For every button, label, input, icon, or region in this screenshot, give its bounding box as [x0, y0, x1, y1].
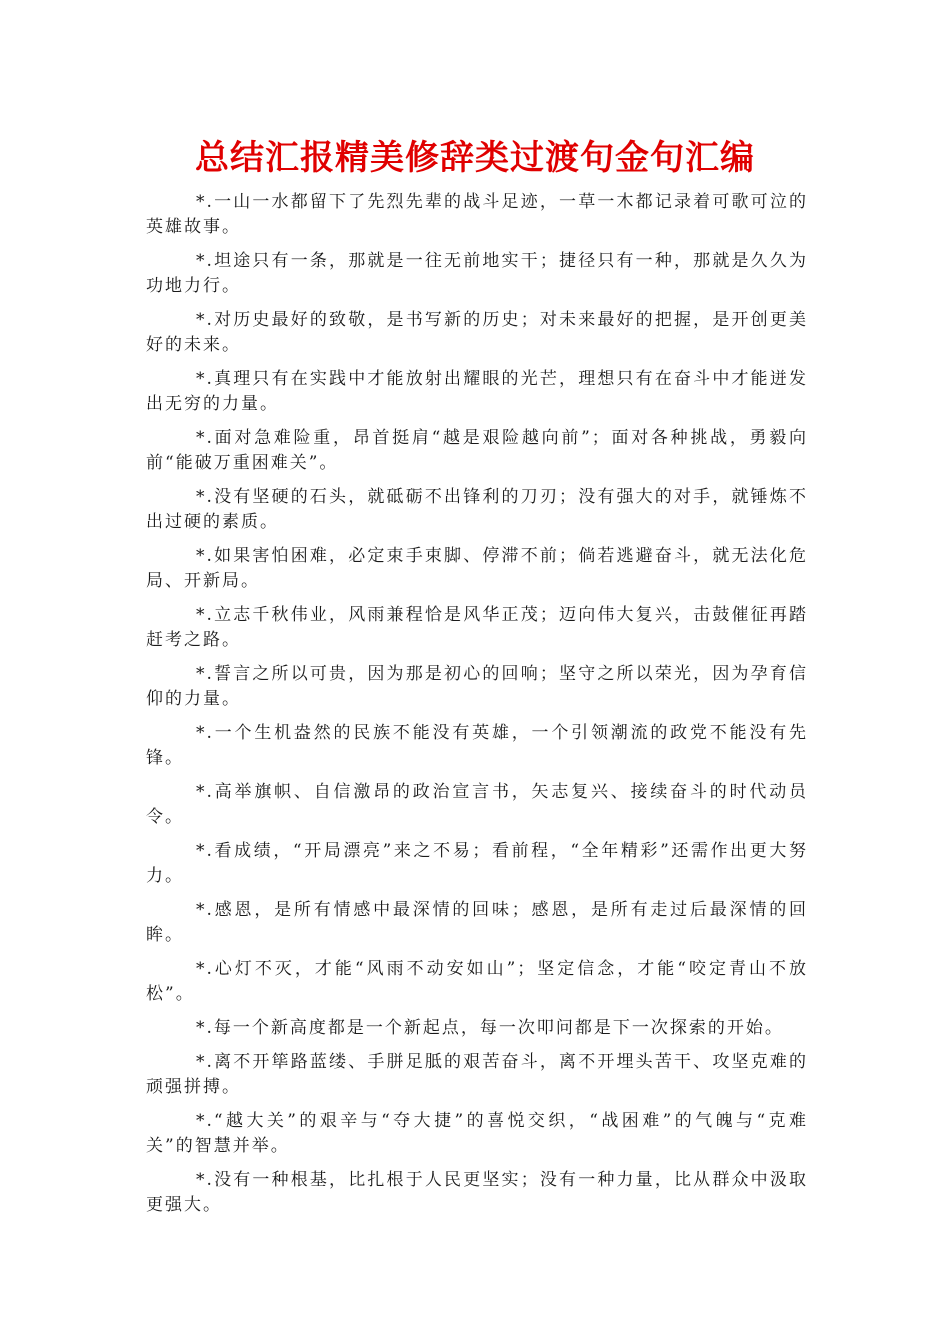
paragraph: *.立志千秋伟业，风雨兼程恰是风华正茂；迈向伟大复兴，击鼓催征再踏赶考之路。 [146, 605, 808, 650]
paragraph: *.誓言之所以可贵，因为那是初心的回响；坚守之所以荣光，因为孕育信仰的力量。 [146, 664, 808, 709]
paragraph: *.“越大关”的艰辛与“夺大捷”的喜悦交织，“战困难”的气魄与“克难关”的智慧并举。 [146, 1111, 808, 1156]
paragraph: *.面对急难险重，昂首挺肩“越是艰险越向前”；面对各种挑战，勇毅向前“能破万重困难关”。 [146, 428, 808, 473]
paragraph: *.对历史最好的致敬，是书写新的历史；对未来最好的把握，是开创更美好的未来。 [146, 310, 808, 355]
paragraph: *.感恩，是所有情感中最深情的回味；感恩，是所有走过后最深情的回眸。 [146, 900, 808, 945]
paragraph: *.如果害怕困难，必定束手束脚、停滞不前；倘若逃避奋斗，就无法化危局、开新局。 [146, 546, 808, 591]
paragraph: *.一个生机盎然的民族不能没有英雄，一个引领潮流的政党不能没有先锋。 [146, 723, 808, 768]
paragraph: *.真理只有在实践中才能放射出耀眼的光芒，理想只有在奋斗中才能迸发出无穷的力量。 [146, 369, 808, 414]
document-title: 总结汇报精美修辞类过渡句金句汇编 [195, 138, 755, 178]
paragraph: *.高举旗帜、自信激昂的政治宣言书，矢志复兴、接续奋斗的时代动员令。 [146, 782, 808, 827]
paragraph: *.坦途只有一条，那就是一往无前地实干；捷径只有一种，那就是久久为功地力行。 [146, 251, 808, 296]
paragraph: *.离不开筚路蓝缕、手胼足胝的艰苦奋斗，离不开埋头苦干、攻坚克难的顽强拼搏。 [146, 1052, 808, 1097]
paragraph-list [146, 190, 808, 1227]
paragraph: *.一山一水都留下了先烈先辈的战斗足迹，一草一木都记录着可歌可泣的英雄故事。 [146, 192, 808, 237]
paragraph: *.每一个新高度都是一个新起点，每一次叩问都是下一次探索的开始。 [196, 1018, 784, 1038]
paragraph: *.没有一种根基，比扎根于人民更坚实；没有一种力量，比从群众中汲取更强大。 [146, 1170, 808, 1215]
paragraph: *.看成绩，“开局漂亮”来之不易；看前程，“全年精彩”还需作出更大努力。 [146, 841, 808, 886]
paragraph: *.心灯不灭，才能“风雨不动安如山”；坚定信念，才能“咬定青山不放松”。 [146, 959, 808, 1004]
paragraph: *.没有坚硬的石头，就砥砺不出锋利的刀刃；没有强大的对手，就锤炼不出过硬的素质。 [146, 487, 808, 532]
